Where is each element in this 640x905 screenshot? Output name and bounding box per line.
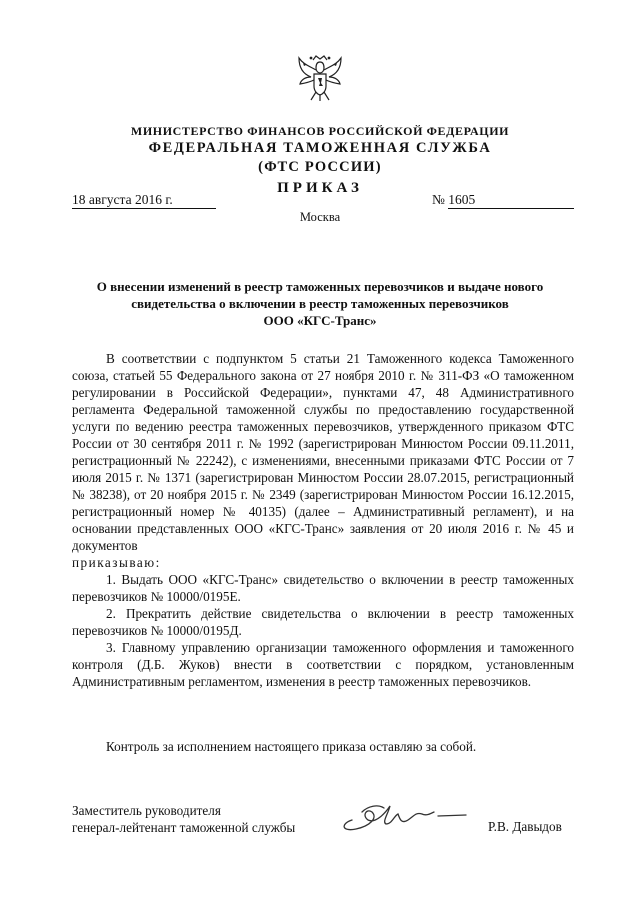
order-number: № 1605 xyxy=(432,192,476,207)
order-word: приказываю: xyxy=(72,555,161,570)
order-item-2: 2. Прекратить действие свидетельства о включении в реестр таможенных перевозчиков № 10000/0195Д. xyxy=(72,606,574,638)
order-number-underline xyxy=(448,208,574,209)
signatory-name: Р.В. Давыдов xyxy=(488,819,562,834)
order-date: 18 августа 2016 г. xyxy=(72,192,216,209)
title-line: ООО «КГС-Транс» xyxy=(263,313,377,328)
order-item-1: 1. Выдать ООО «КГС-Транс» свидетельство о включении в реестр таможенных перевозчиков № 10000/0195Е. xyxy=(72,572,574,604)
preamble-paragraph: В соответствии с подпунктом 5 статьи 21 Таможенного кодекса Таможенного союза, статьей 55 Федерального закона от 27 ноября 2010 г. № 311-ФЗ «О таможенном регулировании в Российской Федерации», пунктами 47, 48 Административного регламента Федеральной таможенной службы по предоставлению государственной услуги по ведению реестра таможенных перевозчиков, утвержденного приказом ФТС России от 30 сентября 2011 г. № 1992 (зарегистрирован Минюстом России 09.11.2011, регистрационный № 22242), с изменениями, внесенными приказами ФТС России от 7 июля 2015 г. № 1371 (зарегистрирован Минюстом России 28.07.2015, регистрационный № 38238), от 20 ноября 2015 г. № 2349 (зарегистрирован Минюстом России 16.12.2015, регистрационный номер № 40135) (далее – Административный регламент), и на основании представленных ООО «КГС-Транс» заявления от 20 июля 2016 г. № 45 и документов xyxy=(72,351,574,553)
signatory-role xyxy=(72,802,295,836)
service-name: ФЕДЕРАЛЬНАЯ ТАМОЖЕННАЯ СЛУЖБА xyxy=(148,140,492,156)
service-abbreviation: (ФТС РОССИИ) xyxy=(258,159,382,175)
russian-coat-of-arms-icon xyxy=(297,52,343,104)
document-body xyxy=(72,350,574,690)
title-line: свидетельства о включении в реестр таможенных перевозчиков xyxy=(131,296,509,311)
title-line: О внесении изменений в реестр таможенных перевозчиков и выдаче нового xyxy=(96,279,544,294)
handwritten-signature xyxy=(338,798,470,838)
signatory-role-line: Заместитель руководителя xyxy=(72,803,221,818)
ministry-name: МИНИСТЕРСТВО ФИНАНСОВ РОССИЙСКОЙ ФЕДЕРАЦИИ xyxy=(130,124,510,138)
document-type: ПРИКАЗ xyxy=(277,180,363,196)
order-city: Москва xyxy=(299,210,341,224)
document-title xyxy=(60,278,580,329)
control-statement: Контроль за исполнением настоящего приказа оставляю за собой. xyxy=(106,739,477,754)
order-item-3: 3. Главному управлению организации таможенного оформления и таможенного контроля (Д.Б. Жуков) внести в соответствии с порядком, установленным Административным регламентом, изменения в реестр таможенных перевозчиков. xyxy=(72,640,574,689)
signatory-role-line: генерал-лейтенант таможенной службы xyxy=(72,820,296,835)
